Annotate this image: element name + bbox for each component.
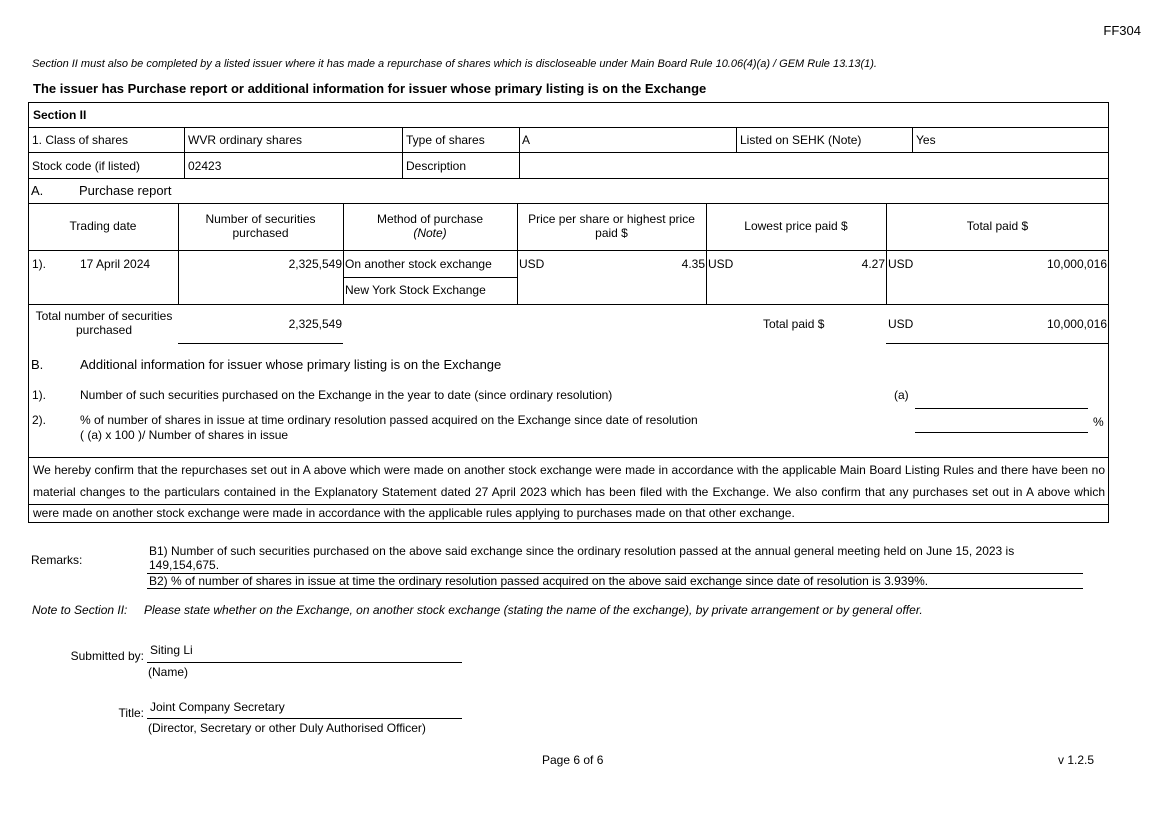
row-price-value: 4.35: [681, 257, 705, 271]
stock-code-value: 02423: [188, 159, 222, 173]
note-label: Note to Section II:: [32, 603, 128, 617]
row-lowest-value: 4.27: [861, 257, 885, 271]
title-caption: (Director, Secretary or other Duly Authorised Officer): [148, 721, 426, 735]
divider: [147, 662, 462, 663]
remarks-line3: B2) % of number of shares in issue at time the ordinary resolution passed acquired on the above said exchange since date of resolution is 3.939%.: [149, 574, 929, 588]
total-number-value: 2,325,549: [288, 317, 342, 331]
description-label: Description: [406, 159, 467, 173]
divider: [736, 127, 737, 152]
col-header-method: Method of purchase: [376, 212, 484, 226]
listed-value: Yes: [916, 133, 936, 147]
divider: [28, 250, 1109, 251]
section-title: Section II: [33, 108, 87, 122]
divider: [886, 343, 1109, 344]
divider: [912, 127, 913, 152]
note-text: Please state whether on the Exchange, on another stock exchange (stating the name of the exchange), by private arrangement or by general offer.: [144, 603, 923, 617]
remarks-line1: B1) Number of such securities purchased on the above said exchange since the ordinary resolution passed at the annual general meeting held on June 15, 2023 is: [149, 544, 1015, 558]
item1-ref: (a): [894, 388, 909, 402]
divider: [178, 343, 343, 344]
stock-code-label: Stock code (if listed): [32, 159, 141, 173]
divider: [343, 277, 517, 278]
item1-answer-line[interactable]: [915, 408, 1088, 409]
divider: [28, 304, 1109, 305]
row-method: On another stock exchange: [345, 257, 492, 271]
purchase-report-letter: A.: [31, 183, 44, 198]
divider: [178, 203, 179, 304]
class-label: 1. Class of shares: [32, 133, 129, 147]
item1-text: Number of such securities purchased on the Exchange in the year to date (since ordinary resolution): [80, 388, 613, 402]
divider: [28, 152, 1109, 153]
total-paid-label: Total paid $: [763, 317, 825, 331]
submitted-by-label: Submitted by:: [70, 649, 144, 663]
divider: [147, 718, 462, 719]
page-number: Page 6 of 6: [542, 753, 604, 767]
type-value: A: [522, 133, 531, 147]
row-number: 2,325,549: [288, 257, 342, 271]
col-header-number: Number of securities purchased: [205, 212, 316, 240]
row-total-currency: USD: [888, 257, 914, 271]
col-header-price: Price per share or highest price paid $: [528, 212, 695, 240]
divider: [28, 127, 1109, 128]
item2-index: 2).: [32, 413, 47, 427]
type-label: Type of shares: [406, 133, 485, 147]
remarks-label: Remarks:: [31, 553, 83, 567]
divider: [28, 178, 1109, 179]
item2-answer-line[interactable]: [915, 432, 1088, 433]
total-number-label: Total number of securities purchased: [35, 309, 173, 337]
form-code: FF304: [1103, 23, 1141, 38]
additional-title: Additional information for issuer whose primary listing is on the Exchange: [80, 357, 502, 372]
item2-subtext: ( (a) x 100 )/ Number of shares in issue: [80, 428, 289, 442]
divider: [28, 203, 1109, 204]
row-index: 1).: [32, 257, 47, 271]
total-paid-currency: USD: [888, 317, 914, 331]
class-value: WVR ordinary shares: [188, 133, 303, 147]
confirmation-text: We hereby confirm that the repurchases set out in A above which were made on another stock exchange were made in accordance with the applicable Main Board Listing Rules and there have been no material changes to the particulars contained in the Explanatory Statement dated 27 April 2023 which has been filed with the Exchange. We also confirm that any purchases set out in A above which were made on another stock exchange were made in accordance with the applicable rules applying to purchases made on that other exchange.: [33, 463, 1105, 520]
col-header-lowest: Lowest price paid $: [744, 219, 848, 233]
intro-note: Section II must also be completed by a listed issuer where it has made a repurchase of shares which is discloseable under Main Board Rule 10.06(4)(a) / GEM Rule 13.13(1).: [32, 58, 877, 70]
listed-label: Listed on SEHK (Note): [740, 133, 862, 147]
version: v 1.2.5: [1058, 753, 1095, 767]
row-date: 17 April 2024: [80, 257, 151, 271]
name-caption: (Name): [148, 665, 189, 679]
purchase-report-title: Purchase report: [79, 183, 172, 198]
total-paid-value: 10,000,016: [1046, 317, 1107, 331]
row-exchange: New York Stock Exchange: [345, 283, 486, 297]
section-heading: The issuer has Purchase report or additional information for issuer whose primary listing is on the Exchange: [33, 81, 707, 96]
item2-unit: %: [1093, 415, 1104, 429]
col-header-method-note: (Note): [413, 226, 447, 240]
title-label: Title:: [118, 706, 144, 720]
row-price-currency: USD: [519, 257, 545, 271]
additional-letter: B.: [31, 357, 44, 372]
submitted-name: Siting Li: [150, 643, 193, 657]
col-header-total: Total paid $: [966, 219, 1029, 233]
col-header-trading-date: Trading date: [69, 219, 137, 233]
item1-index: 1).: [32, 388, 47, 402]
divider: [517, 203, 518, 304]
row-lowest-currency: USD: [708, 257, 734, 271]
remarks-line2: 149,154,675.: [149, 558, 220, 572]
item2-text: % of number of shares in issue at time ordinary resolution passed acquired on the Exchange since date of resolution: [80, 413, 698, 427]
divider: [147, 588, 1083, 589]
title-value: Joint Company Secretary: [150, 700, 285, 714]
row-total-value: 10,000,016: [1046, 257, 1107, 271]
